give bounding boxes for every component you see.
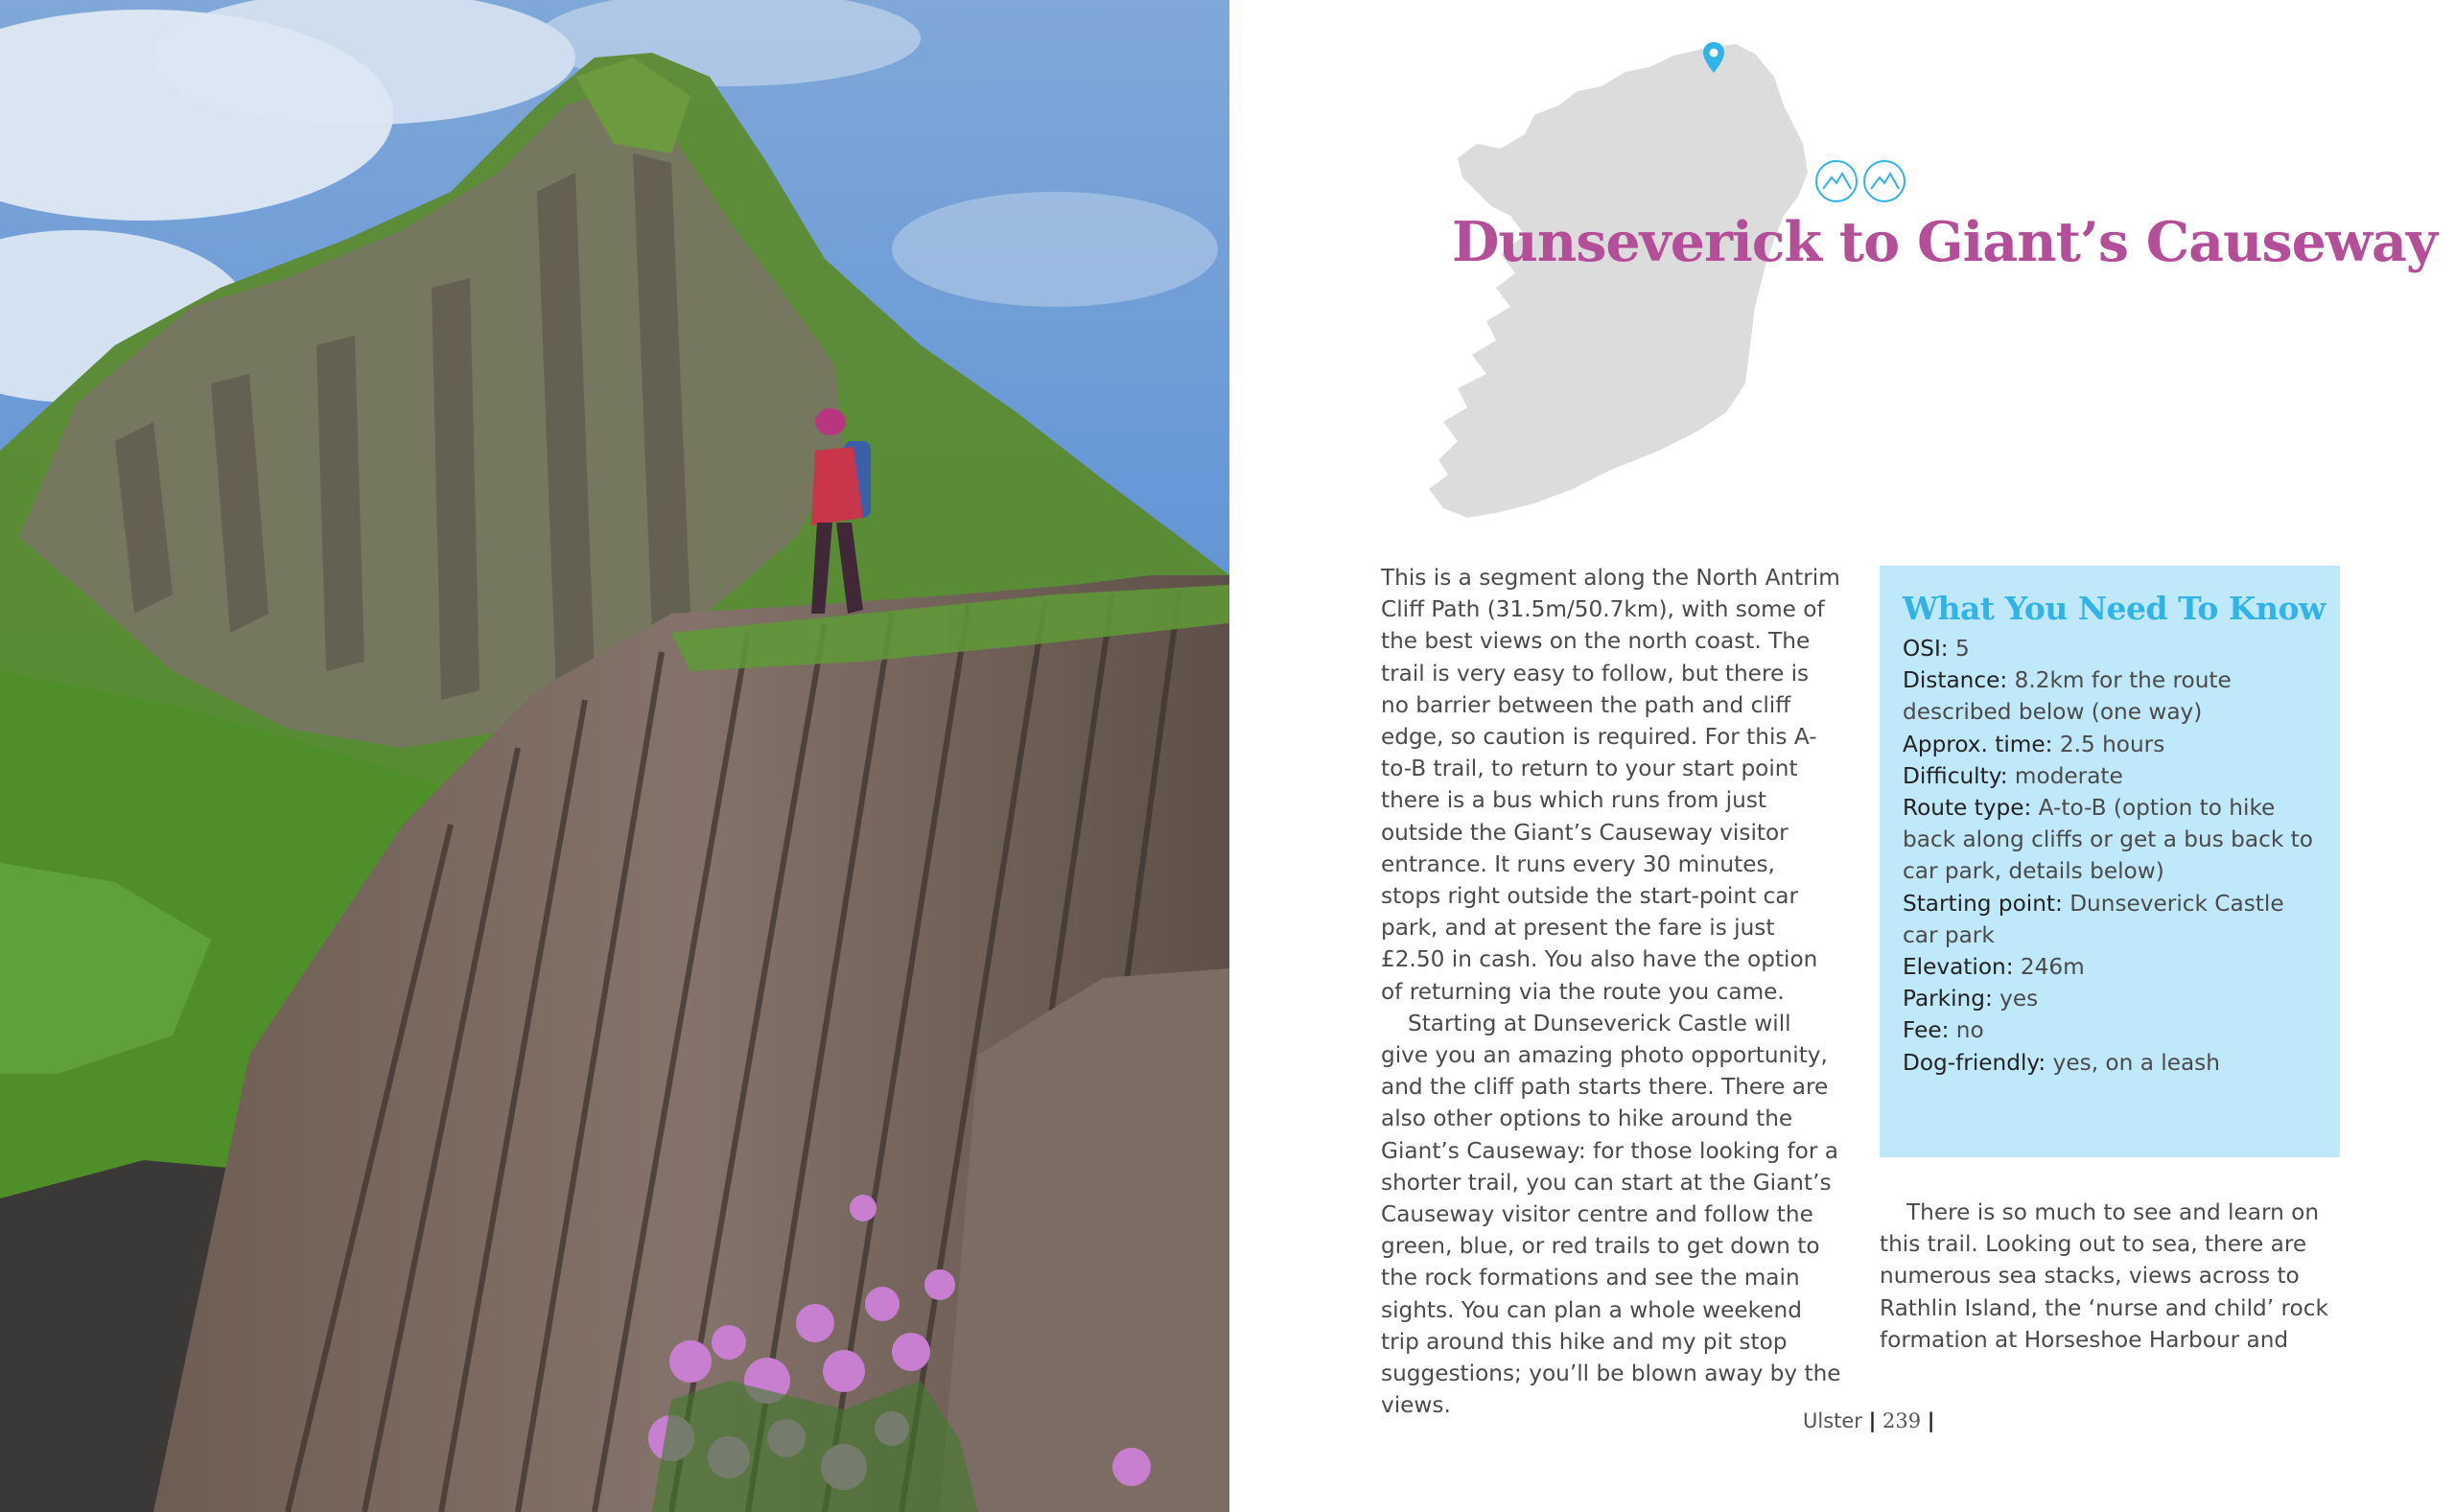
body-paragraph: Starting at Dunseverick Castle will give you an amazing photo opportunity, and the cliff path starts there. There are also other options to hike around the Giant’s Causeway: for those looking for a shorter trail, you can start at the Giant’s Causeway visitor centre and follow the green, blue, or red trails to get down to the rock formations and see the main sights. You can plan a whole weekend trip around this hike and my pit stop suggestions; you’ll be blown away by the views. [1381, 1010, 1841, 1419]
fact-label: Starting point: [1903, 890, 2063, 917]
fact-label: Dog-friendly: [1903, 1049, 2046, 1076]
fact-elevation [1903, 951, 2317, 983]
facts-list [1903, 633, 2317, 1079]
fact-value: A-to-B (option to hike back along cliffs or get a bus back to car park, details below) [1903, 795, 2313, 885]
fact-value: yes [1999, 986, 2039, 1012]
page-title: Dunseverick to Giant’s Causeway [1452, 210, 2438, 274]
page-footer [1803, 1409, 1934, 1432]
fact-label: Difficulty: [1903, 762, 2008, 789]
footer-divider: | [1927, 1409, 1935, 1432]
fact-label: Distance: [1903, 667, 2008, 694]
fact-osi [1903, 633, 2317, 664]
fact-fee [1903, 1014, 2317, 1046]
fact-value: 246m [2020, 954, 2085, 981]
body-paragraph: There is so much to see and learn on this trail. Looking out to sea, there are numerous sea stacks, views across to Rathlin Island, the ‘nurse and child’ rock formation at Horseshoe Harbour and [1880, 1199, 2328, 1353]
fact-difficulty [1903, 760, 2317, 792]
ireland-map-icon [1419, 38, 1822, 527]
fact-label: Parking: [1903, 986, 1993, 1012]
fact-dog-friendly [1903, 1047, 2317, 1079]
fact-label: Fee: [1903, 1017, 1950, 1044]
fact-value: no [1955, 1017, 1984, 1044]
fact-starting-point [1903, 888, 2317, 951]
mountain-icon [1864, 161, 1905, 201]
fact-route-type [1903, 792, 2317, 888]
page-number: 239 [1882, 1409, 1922, 1432]
fact-value: moderate [2014, 762, 2123, 789]
fact-value: 5 [1955, 636, 1970, 662]
fact-label: Elevation: [1903, 954, 2014, 981]
footer-divider: | [1868, 1409, 1877, 1432]
fact-approx-time [1903, 729, 2317, 760]
mountain-icon [1816, 161, 1857, 201]
infobox-title: What You Need To Know [1903, 590, 2326, 627]
body-paragraph: This is a segment along the North Antrim Cliff Path (31.5m/50.7km), with some of the best views on the north coast. The trail is very easy to follow, but there is no barrier between the path and cliff edge, so caution is required. For this A-to-B trail, to return to your start point there is a bus which runs from just outside the Giant’s Causeway visitor entrance. It runs every 30 minutes, stops right outside the start-point car park, and at present the fare is just £2.50 in cash. You also have the option of returning via the route you came. [1381, 565, 1840, 1005]
fact-value: yes, on a leash [2052, 1049, 2220, 1076]
fact-value: 2.5 hours [2059, 731, 2165, 757]
body-text-left-column [1381, 562, 1841, 1421]
body-text-right-column [1880, 1197, 2340, 1356]
location-pin-icon [1701, 40, 1726, 75]
fact-distance [1903, 664, 2317, 728]
footer-section: Ulster [1803, 1409, 1862, 1432]
fact-label: Approx. time: [1903, 731, 2053, 757]
fact-value: 8.2km for the route described below (one way) [1903, 667, 2232, 726]
fact-value: Dunseverick Castle car park [1903, 890, 2284, 948]
what-you-need-to-know-box [1880, 566, 2340, 1157]
fact-label: OSI: [1903, 636, 1949, 662]
difficulty-mountain-icons [1814, 159, 1910, 203]
fact-label: Route type: [1903, 795, 2032, 822]
fact-parking [1903, 983, 2317, 1014]
